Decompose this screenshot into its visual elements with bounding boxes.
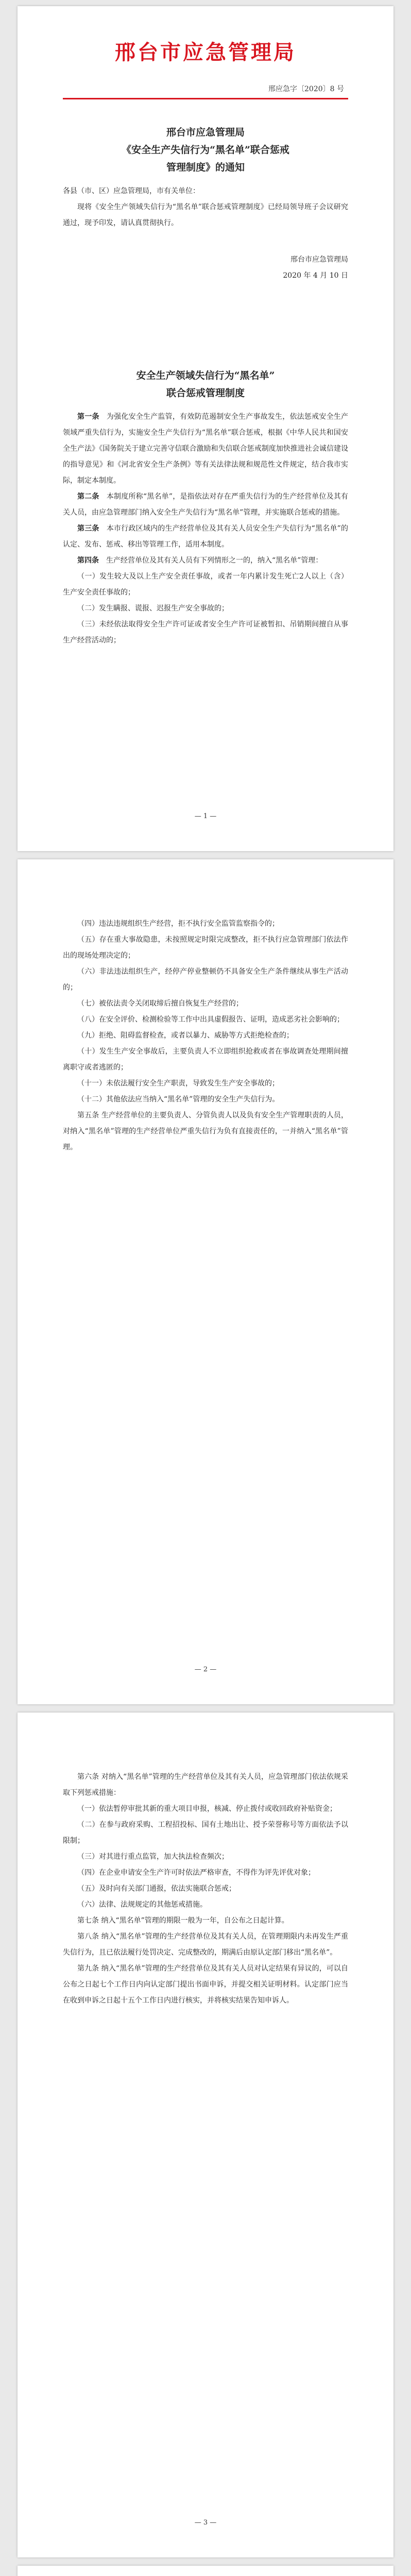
notice-recipients: 各县（市、区）应急管理局，市有关单位： — [63, 187, 200, 195]
list-item: （一）发生较大及以上生产安全责任事故，或者一年内累计发生死亡2人以上（含）生产安全责任事故的； — [63, 572, 348, 597]
page-body — [63, 916, 348, 1156]
page-number: — 2 — — [194, 1666, 217, 1673]
article-5: 第五条 生产经营单位的主要负责人、分管负责人以及负有安全生产管理职责的人员，对纳入“黑名单”管理的生产经营单位严重失信行为负有直接责任的，一并纳入“黑名单”管理。 — [63, 1111, 348, 1151]
list-item: （六）法律、法规规定的其他惩戒措施。 — [77, 1901, 207, 1909]
notice-title-line-1: 邢台市应急管理局 — [166, 127, 245, 138]
document-page-3 — [18, 1713, 393, 2557]
page-body — [63, 1769, 348, 2009]
list-item: （八）在安全评价、检测检验等工作中出具虚假报告、证明，造成恶劣社会影响的； — [77, 1015, 344, 1024]
notice-section — [63, 124, 348, 284]
list-item: （三）对其进行重点监管，加大执法检查频次； — [77, 1853, 229, 1861]
list-item: （九）拒绝、阻碍监督检查，或者以暴力、威胁等方式拒绝检查的； — [77, 1031, 294, 1040]
list-item: （五）存在重大事故隐患，未按照规定时限完成整改，拒不执行应急管理部门依法作出的现场处理决定的； — [63, 936, 348, 960]
article-text: 为强化安全生产监管，有效防范遏制安全生产事故发生，依法惩戒安全生产领域严重失信行为，实施安全生产失信行为“黑名单”联合惩戒，根据《中华人民共和国安全生产法》《国务院关于建立完善守信联合激励和失信联合惩戒制度加快推进社会诚信建设的指导意见》和《河北省安全生产条例》等有关法律法规和规范性文件规定，结合我市实际，制定本制度。 — [63, 413, 349, 485]
document-page-2 — [18, 859, 393, 1704]
article-text: 生产经营单位及其有关人员有下列情形之一的，纳入“黑名单”管理： — [106, 556, 323, 565]
article-6: 第六条 对纳入“黑名单”管理的生产经营单位及其有关人员，应急管理部门依法依规采取下列惩戒措施： — [63, 1773, 348, 1797]
page-number: — 1 — — [194, 812, 217, 820]
notice-signature: 邢台市应急管理局 — [290, 256, 348, 264]
issuer-header: 邢台市应急管理局 — [115, 40, 296, 64]
list-item: （一）依法暂停审批其新的重大项目申报，核减、停止拨付或收回政府补贴资金； — [77, 1805, 337, 1813]
list-item: （二）在参与政府采购、工程招投标、国有土地出让、授予荣誉称号等方面依法予以限制； — [63, 1821, 348, 1845]
article-9: 第九条 纳入“黑名单”管理的生产经营单位及其有关人员对认定结果有异议的，可以自公布之日起七个工作日内向认定部门提出书面申诉，并提交相关证明材料。认定部门应当在收到申诉之日起十五个工作日内进行核实，并将核实结果告知申诉人。 — [63, 1964, 348, 2005]
article-text: 本市行政区域内的生产经营单位及其有关人员安全生产失信行为“黑名单”的认定、发布、惩戒、移出等管理工作，适用本制度。 — [63, 524, 349, 549]
article-4 — [63, 553, 348, 569]
regulation-title-line-2: 联合惩戒管理制度 — [166, 387, 245, 399]
list-item: （三）未经依法取得安全生产许可证或者安全生产许可证被暂扣、吊销期间擅自从事生产经营活动的； — [63, 620, 348, 645]
article-label: 第四条 — [77, 556, 99, 565]
list-item: （六）非法违法组织生产，经停产停业整顿仍不具备安全生产条件继续从事生产活动的； — [63, 968, 348, 992]
list-item: （十二）其他依法应当纳入“黑名单”管理的安全生产失信行为。 — [77, 1095, 280, 1104]
notice-date: 2020 年 4 月 10 日 — [283, 272, 348, 280]
list-item: （五）及时向有关部门通报，依法实施联合惩戒； — [77, 1885, 236, 1893]
regulation-section — [63, 367, 348, 649]
article-1 — [63, 409, 348, 489]
notice-body: 现将《安全生产领域失信行为“黑名单”联合惩戒管理制度》已经局领导班子会议研究通过，现予印发，请认真贯彻执行。 — [63, 203, 348, 227]
list-item: （十一）未依法履行安全生产职责，导致发生生产安全事故的； — [77, 1079, 279, 1088]
page-number: — 3 — — [194, 2519, 217, 2527]
article-7: 第七条 纳入“黑名单”管理的期限一般为一年，自公布之日起计算。 — [77, 1917, 289, 1925]
document-number: 邢应急字〔2020〕8 号 — [268, 85, 344, 93]
article-3 — [63, 521, 348, 553]
notice-title-line-3: 管理制度》的通知 — [166, 162, 245, 173]
document-page-4 — [18, 2566, 393, 2576]
regulation-title-line-1: 安全生产领域失信行为“黑名单” — [136, 370, 275, 381]
list-item: （七）被依法责令关闭取缔后擅自恢复生产经营的； — [77, 999, 243, 1008]
list-item: （四）在企业申请安全生产许可时依法严格审查，不得作为评先评优对象； — [77, 1869, 315, 1877]
article-label: 第二条 — [77, 493, 99, 501]
list-item: （十）发生生产安全事故后，主要负责人不立即组织抢救或者在事故调查处理期间擅离职守或者逃匿的； — [63, 1047, 348, 1072]
list-item: （四）违法违规组织生产经营，拒不执行安全监管监察指令的； — [77, 920, 279, 928]
red-divider — [63, 98, 348, 99]
list-item: （二）发生瞒报、谎报、迟报生产安全事故的； — [77, 604, 229, 613]
article-label: 第三条 — [77, 524, 99, 533]
article-label: 第一条 — [77, 413, 99, 421]
article-8: 第八条 纳入“黑名单”管理的生产经营单位及其有关人员，在管理期限内未再发生严重失信行为，且已依法履行处罚决定、完成整改的，期满后由原认定部门移出“黑名单”。 — [63, 1933, 348, 1957]
article-text: 本制度所称“黑名单”，是指依法对存在严重失信行为的生产经营单位及其有关人员，由应急管理部门纳入安全生产失信行为“黑名单”管理，并实施联合惩戒的措施。 — [63, 493, 349, 517]
article-2 — [63, 489, 348, 521]
document-page-1 — [18, 6, 393, 851]
notice-title-line-2: 《安全生产失信行为“黑名单”联合惩戒 — [122, 144, 289, 156]
